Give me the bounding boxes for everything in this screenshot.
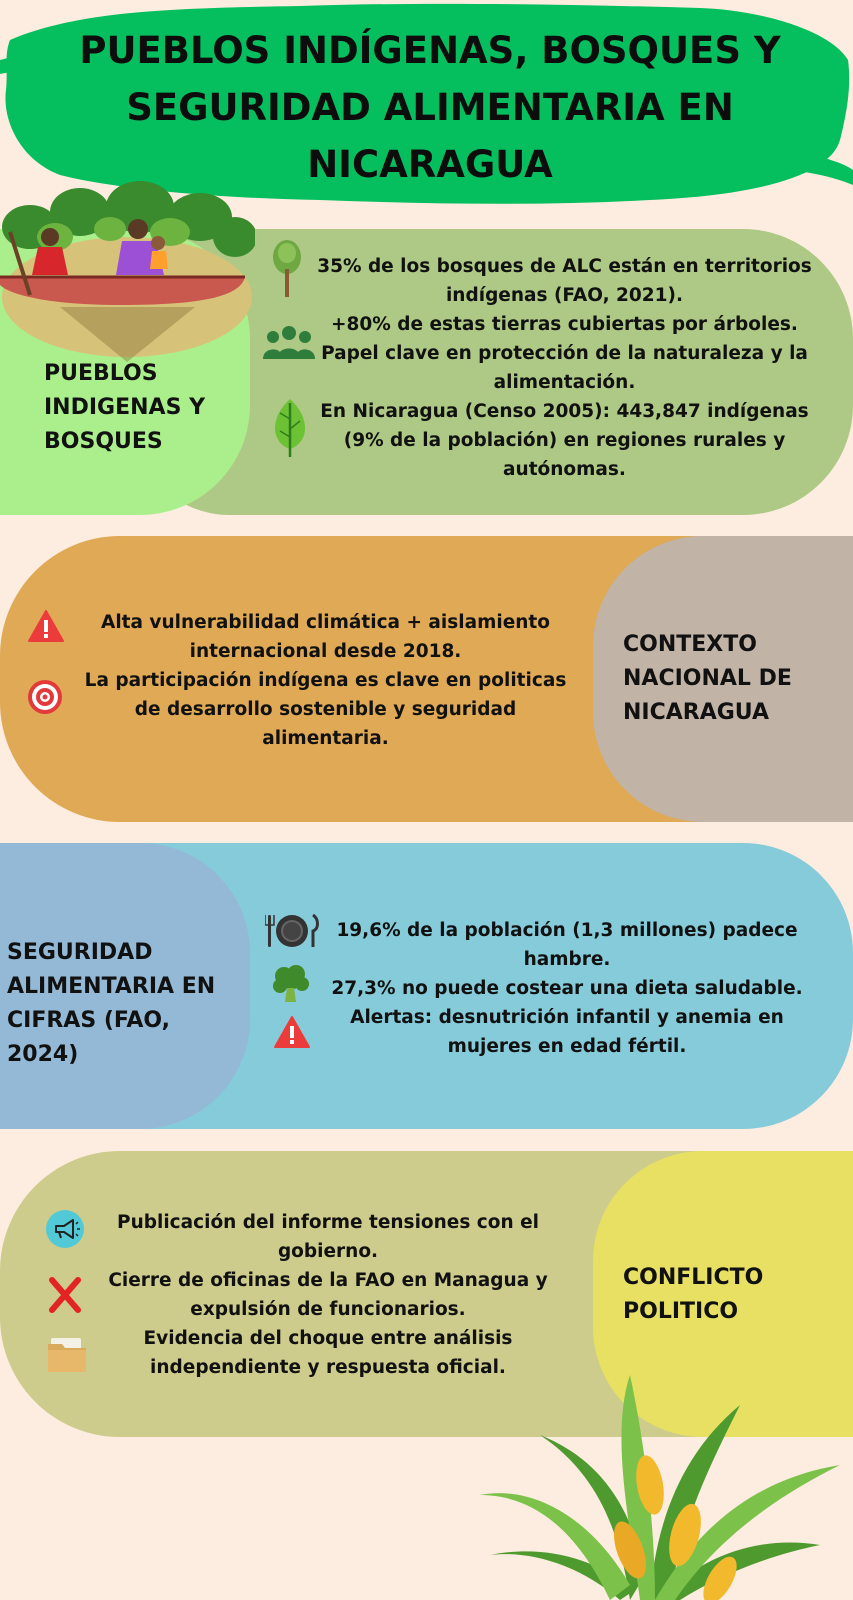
section-text xyxy=(322,916,812,1061)
section-label: CONFLICTO POLITICO xyxy=(623,1265,764,1324)
section-line: 27,3% no puede costear una dieta saludable. xyxy=(331,978,803,999)
section-national-context xyxy=(0,536,853,822)
warning-icon xyxy=(28,610,64,646)
target-icon xyxy=(27,679,63,719)
plate-cutlery-icon xyxy=(265,913,319,953)
megaphone-icon xyxy=(46,1210,84,1252)
section-line: Papel clave en protección de la naturaleza y la alimentación. xyxy=(321,343,808,393)
section-line: Alertas: desnutrición infantil y anemia en mujeres en edad fértil. xyxy=(350,1007,784,1057)
section-line: En Nicaragua (Censo 2005): 443,847 indígenas (9% de la población) en regiones rurales y autónomas. xyxy=(320,401,809,480)
section-text xyxy=(98,1208,558,1382)
section-line: Publicación del informe tensiones con el gobierno. xyxy=(117,1212,539,1262)
section-line: 35% de los bosques de ALC están en territorios indígenas (FAO, 2021). xyxy=(317,256,812,306)
section-food-security xyxy=(0,843,853,1129)
tree-icon xyxy=(271,239,303,301)
warning-icon xyxy=(274,1016,310,1052)
leaf-icon xyxy=(272,397,308,461)
section-label: CONTEXTO NACIONAL DE NICARAGUA xyxy=(623,632,792,725)
boat-illustration xyxy=(0,177,255,362)
people-group-icon xyxy=(263,325,315,363)
section-text xyxy=(78,608,573,753)
folder-icon xyxy=(48,1338,86,1376)
corn-plant-illustration xyxy=(480,1375,853,1600)
page-title: PUEBLOS INDÍGENAS, BOSQUES Y SEGURIDAD ALIMENTARIA EN NICARAGUA xyxy=(79,29,781,186)
section-line: Cierre de oficinas de la FAO en Managua y expulsión de funcionarios. xyxy=(108,1270,548,1320)
section-indigenous-forests xyxy=(0,229,853,515)
section-line: Alta vulnerabilidad climática + aislamiento internacional desde 2018. xyxy=(101,612,550,662)
red-x-icon xyxy=(48,1277,82,1317)
broccoli-icon xyxy=(272,964,310,1006)
section-label: SEGURIDAD ALIMENTARIA EN CIFRAS (FAO, 2024) xyxy=(7,940,216,1067)
section-line: La participación indígena es clave en politicas de desarrollo sostenible y seguridad alimentaria. xyxy=(84,670,567,749)
section-text xyxy=(312,252,817,484)
section-line: 19,6% de la población (1,3 millones) padece hambre. xyxy=(336,920,798,970)
section-line: Evidencia del choque entre análisis independiente y respuesta oficial. xyxy=(143,1328,513,1378)
section-label: PUEBLOS INDIGENAS Y BOSQUES xyxy=(44,361,206,454)
section-line: +80% de estas tierras cubiertas por árboles. xyxy=(331,314,798,335)
